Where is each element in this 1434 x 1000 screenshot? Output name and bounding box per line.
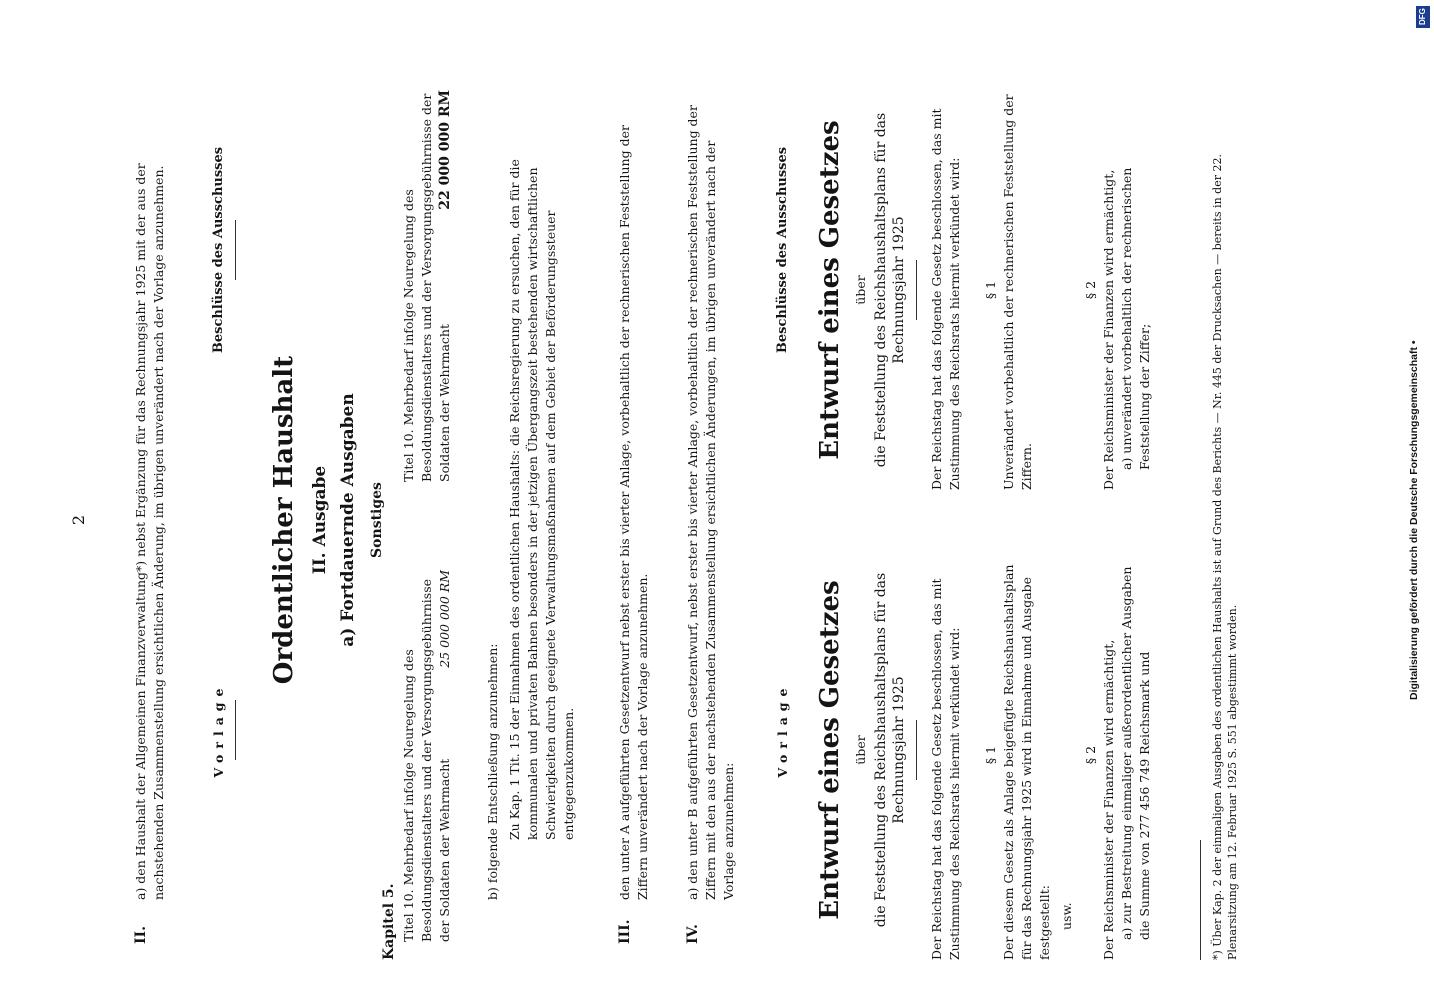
beschluesse-label: Beschlüsse des Ausschusses	[775, 146, 790, 354]
divider	[235, 700, 236, 760]
page-number: 2	[69, 514, 88, 526]
divider	[235, 220, 236, 280]
left-draft-title: Entwurf eines Gesetzes	[815, 580, 845, 920]
right-draft-intro: Der Reichstag hat das folgende Gesetz beschlossen, das mit Zustimmung des Reichsrats hiermit verkündet wird:	[929, 108, 962, 490]
footnote-rule	[1200, 840, 1201, 960]
right-amount: 22 000 000 RM	[437, 90, 453, 210]
left-draft-para2-a: a) zur Bestreitung einmaliger außerordentlicher Ausgaben die Summe von 277 456 749 Reichsmark und	[1119, 566, 1152, 940]
right-draft-para2-a: a) unverändert vorbehaltlich der rechnerischen Feststellung der Ziffer;	[1119, 167, 1152, 470]
digitization-sidebar	[1404, 0, 1434, 1000]
left-amount: 25 000 000 RM	[437, 570, 452, 668]
heading-fortdauernde-ausgaben: a) Fortdauernde Ausgaben	[338, 393, 358, 647]
right-titel: Titel 10. Mehrbedarf infolge Neuregelung des Besoldungsdienstalters und der Versorgungsgebührnisse der Soldaten der Wehrmacht	[401, 93, 452, 482]
left-draft-ueber: über	[853, 735, 868, 765]
footnote: *) Über Kap. 2 der einmaligen Ausgaben des ordentlichen Haushalts ist auf Grund des Berichts — Nr. 445 der Drucksachen — bereits in der 22. Plenarsitzung am 12. Februar 1925 S. 551 abgestimmt worden.	[1211, 154, 1239, 960]
right-draft-para1-text: Unverändert vorbehaltlich der rechnerischen Feststellung der Ziffern.	[1001, 94, 1034, 490]
section-iii-text: den unter A aufgeführten Gesetzentwurf nebst erster bis vierter Anlage, vorbehaltlich der rechnerischen Feststellung der Ziffern unverändert nach der Vorlage anzunehmen.	[617, 125, 650, 900]
vorlage-label: Vorlage	[775, 682, 790, 778]
section-ii-item-a: a) den Haushalt der Allgemeinen Finanzverwaltung*) nebst Ergänzung für das Rechnungsjahr 1925 mit der aus der nachstehenden Zusammenstellung ersichtlichen Änderung, im übrigen unverändert nach der Vorlage anzunehmen.	[133, 163, 166, 900]
section-ii-numeral: II.	[133, 926, 149, 944]
left-draft-usw: usw.	[1059, 902, 1074, 930]
left-draft-para1: § 1	[983, 745, 998, 765]
heading-ausgabe: II. Ausgabe	[310, 465, 330, 575]
left-draft-para2-text: Der Reichsminister der Finanzen wird ermächtigt,	[1101, 639, 1116, 960]
heading-sonstiges: Sonstiges	[369, 482, 385, 558]
item-b-text: Zu Kap. 1 Tit. 15 der Einnahmen des ordentlichen Haushalts: die Reichsregierung zu ersuchen, den für die kommunalen und privaten Bahnen besonders in der jetzigen Übergangszeit bestehenden wirtschaftlichen Schwierigkeiten durch geeignete Verwaltungsmaßnahmen auf dem Gebiet der Beförderungssteuer entgegenzukommen.	[507, 159, 576, 840]
digitization-credit: Digitalisierung gefördert durch die Deutsche Forschungsgemeinschaft •	[1408, 340, 1420, 700]
divider	[916, 260, 917, 320]
left-draft-subject: die Feststellung des Reichshaushaltsplans für das Rechnungsjahr 1925	[873, 572, 907, 928]
right-draft-title: Entwurf eines Gesetzes	[815, 120, 845, 460]
right-draft-para1: § 1	[983, 280, 998, 300]
vorlage-label: Vorlage	[211, 682, 226, 778]
left-draft-para1-text: Der diesem Gesetz als Anlage beigefügte Reichshaushaltsplan für das Rechnungsjahr 1925 wird in Einnahme und Ausgabe festgestellt:	[1001, 564, 1052, 960]
right-draft-ueber: über	[853, 275, 868, 305]
right-draft-para2-text: Der Reichsminister der Finanzen wird ermächtigt,	[1101, 169, 1116, 490]
kapitel-label: Kapitel 5.	[381, 883, 397, 960]
heading-ordentlicher-haushalt: Ordentlicher Haushalt	[269, 355, 299, 685]
section-iv-numeral: IV.	[685, 924, 701, 944]
left-draft-intro: Der Reichstag hat das folgende Gesetz beschlossen, das mit Zustimmung des Reichsrats hiermit verkündet wird:	[929, 578, 962, 960]
dfg-logo: DFG	[1416, 6, 1430, 28]
beschluesse-label: Beschlüsse des Ausschusses	[211, 146, 226, 354]
divider	[916, 720, 917, 780]
item-b-intro: b) folgende Entschließung anzunehmen:	[485, 643, 500, 900]
right-draft-para2: § 2	[1083, 280, 1098, 300]
left-draft-para2: § 2	[1083, 745, 1098, 765]
section-iv-text: a) den unter B aufgeführten Gesetzentwurf, nebst erster bis vierter Anlage, vorbehaltlich der rechnerischen Feststellung der Ziffern mit den aus der nachstehenden Zusammenstellung ersichtlichen Änderungen, im übrigen unverändert nach der Vorlage anzunehmen:	[685, 105, 736, 900]
rotated-page	[70, 80, 1310, 960]
section-iii-numeral: III.	[617, 919, 633, 944]
left-titel: Titel 10. Mehrbedarf infolge Neuregelung des Besoldungsdienstalters und der Versorgungsgebührnisse der Soldaten der Wehrmacht	[401, 578, 452, 942]
right-draft-subject: die Feststellung des Reichshaushaltsplans für das Rechnungsjahr 1925	[873, 112, 907, 468]
